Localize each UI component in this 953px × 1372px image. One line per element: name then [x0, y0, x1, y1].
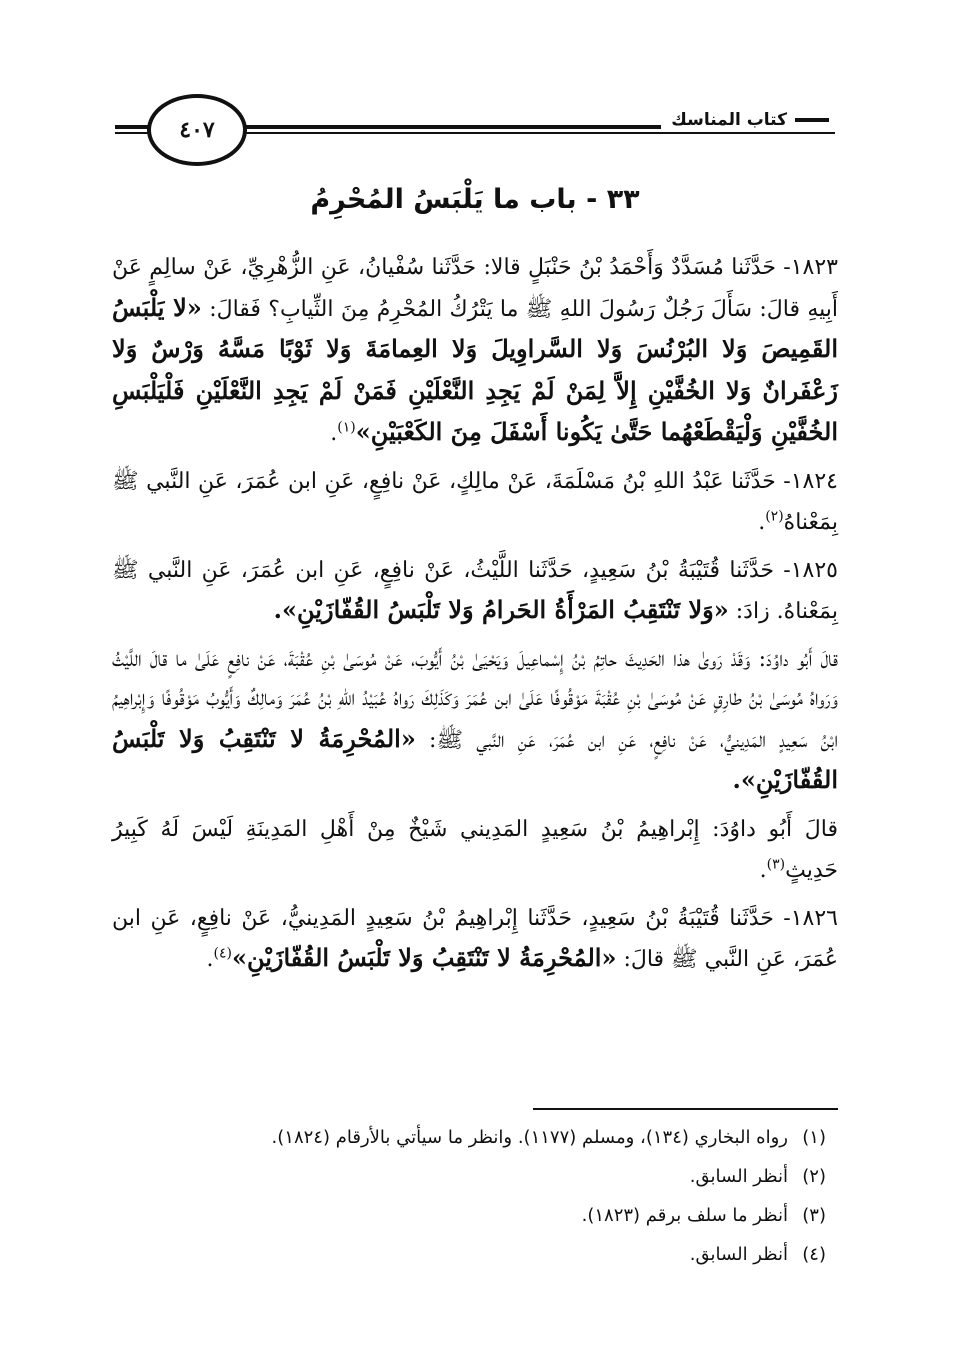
hadith-quote: «وَلا تَنْتَقِبُ المَرْأَةُ الحَرامُ وَلا تَلْبَسُ القُفّازَيْنِ». [273, 595, 729, 624]
footnote-text: رواه البخاري (١٣٤)، ومسلم (١١٧٧). وانظر ما سيأتي بالأرقام (١٨٢٤). [271, 1127, 788, 1148]
paragraph-text: ١٨٢٥- حَدَّثَنا قُتَيْبَةُ بْنُ سَعِيدٍ، حَدَّثَنا اللَّيْثُ، عَنْ نافِعٍ، عَنِ ابن عُمَرَ، عَنِ النَّبي ﷺ بِمَعْناهُ. زادَ: [112, 557, 838, 624]
footnote-number: (٤) [802, 1244, 826, 1265]
footnote-text: أنظر ما سلف برقم (١٨٢٣). [581, 1205, 788, 1226]
running-title [661, 110, 835, 130]
page-number: ٤٠٧ [147, 94, 247, 166]
footnote-4 [112, 1235, 838, 1274]
main-text [112, 248, 838, 988]
running-title-text: كتاب المناسك [671, 110, 787, 130]
paragraph-text: ١٨٢٤- حَدَّثَنا عَبْدُ اللهِ بْنُ مَسْلَمَةَ، عَنْ مالِكٍ، عَنْ نافِعٍ، عَنِ ابن عُمَرَ، عَنِ النَّبي ﷺ بِمَعْناهُ [112, 468, 838, 535]
paragraph-text: ١٨٢٦- حَدَّثَنا قُتَيْبَةُ بْنُ سَعِيدٍ، حَدَّثَنا إِبْراهِيمُ بْنُ سَعِيدٍ المَدِينيُّ، عَنْ نافِعٍ، عَنِ ابن عُمَرَ، عَنِ النَّبي ﷺ قالَ: [112, 905, 838, 972]
paragraph-1826 [112, 899, 838, 980]
paragraph-end: . [759, 858, 767, 883]
hadith-quote: «لا يَلْبَسُ القَمِيصَ وَلا البُرْنُسَ وَلا السَّراوِيلَ وَلا العِمامَةَ وَلا ثَوْبًا مَسَّهُ وَرْسٌ وَلا زَعْفَرانٌ وَلا الخُفَّيْنِ إِلاَّ لِمَنْ لَمْ يَجِدِ النَّعْلَيْنِ فَمَنْ لَمْ يَجِدِ النَّعْلَيْنِ فَلْيَلْبَسِ الخُفَّيْنِ وَلْيَقْطَعْهُما حَتَّىٰ يَكُونا أَسْفَلَ مِنَ الكَعْبَيْنِ» [112, 292, 838, 446]
paragraph-1824 [112, 462, 838, 543]
footnote-1 [112, 1118, 838, 1157]
footnote-ref: (٣) [766, 856, 786, 873]
paragraph-abu-dawud-1 [112, 640, 838, 802]
footnote-ref: (٢) [765, 508, 784, 525]
running-title-dash [795, 118, 829, 122]
footnote-number: (١) [802, 1127, 826, 1148]
footnote-separator [533, 1108, 838, 1110]
header-rule-thin [155, 132, 835, 134]
footnote-3 [112, 1196, 838, 1235]
footnote-2 [112, 1157, 838, 1196]
footnotes [112, 1118, 838, 1274]
chapter-title: ٣٣ - باب ما يَلْبَسُ المُحْرِمُ [310, 184, 640, 215]
footnote-number: (٢) [802, 1166, 826, 1187]
paragraph-1825 [112, 551, 838, 632]
footnote-text: أنظر السابق. [689, 1244, 788, 1265]
paragraph-end: . [758, 510, 766, 535]
paragraph-abu-dawud-2 [112, 810, 838, 891]
footnote-ref: (٤) [213, 945, 232, 962]
footnote-ref: (١) [337, 419, 356, 436]
paragraph-end: . [206, 947, 214, 972]
footnote-number: (٣) [802, 1205, 826, 1226]
page-header [115, 92, 835, 162]
paragraph-end: . [330, 421, 338, 446]
footnote-text: أنظر السابق. [689, 1166, 788, 1187]
paragraph-1823 [112, 248, 838, 454]
hadith-quote: «المُحْرِمَةُ لا تَنْتَقِبُ وَلا تَلْبَسُ القُفّازَيْنِ». [112, 723, 838, 794]
paragraph-text: قالَ أَبُو داوُدَ: إِبْراهِيمُ بْنُ سَعِيدٍ المَدِيني شَيْخٌ مِنْ أَهْلِ المَدِينَةِ لَيْسَ لَهُ كَبِيرُ حَدِيثٍ [112, 816, 838, 883]
paragraph-text: ١٨٢٣- حَدَّثَنا مُسَدَّدٌ وَأَحْمَدُ بْنُ حَنْبَلٍ قالا: حَدَّثَنا سُفْيانُ، عَنِ الزُّهْرِيِّ، عَنْ سالِمٍ عَنْ أَبِيهِ قالَ: سَأَلَ رَجُلٌ رَسُولَ اللهِ ﷺ ما يَتْرُكُ المُحْرِمُ مِنَ الثِّيابِ؟ فَقالَ: [112, 255, 838, 322]
hadith-quote: «المُحْرِمَةُ لا تَنْتَقِبُ وَلا تَلْبَسُ القُفّازَيْنِ» [231, 943, 617, 972]
paragraph-text: قالَ أَبُو داوُدَ: وَقَدْ رَوىٰ هذا الحَدِيثَ حاتِمُ بْنُ إِسْماعِيلَ وَيَحْيَىٰ بْنُ أَيُّوبَ، عَنْ مُوسَىٰ بْنِ عُقْبَةَ، عَنْ نافِعٍ عَلَىٰ ما قالَ اللَّيْثُ وَرَواهُ مُوسَىٰ بْنُ طارِقٍ عَنْ مُوسَىٰ بْنِ عُقْبَةَ مَوْقُوفًا عَلَىٰ ابن عُمَرَ وَكَذَلِكَ رَواهُ عُبَيْدُ اللهِ بْنُ عُمَرَ وَمالِكٌ وَأَيُّوبُ مَوْقُوفًا وَإِبْراهِيمُ ابْنُ سَعِيدٍ المَدِينيُّ، عَنْ نافِعٍ، عَنِ ابن عُمَرَ، عَنِ النَّبي ﷺ: [112, 646, 838, 753]
